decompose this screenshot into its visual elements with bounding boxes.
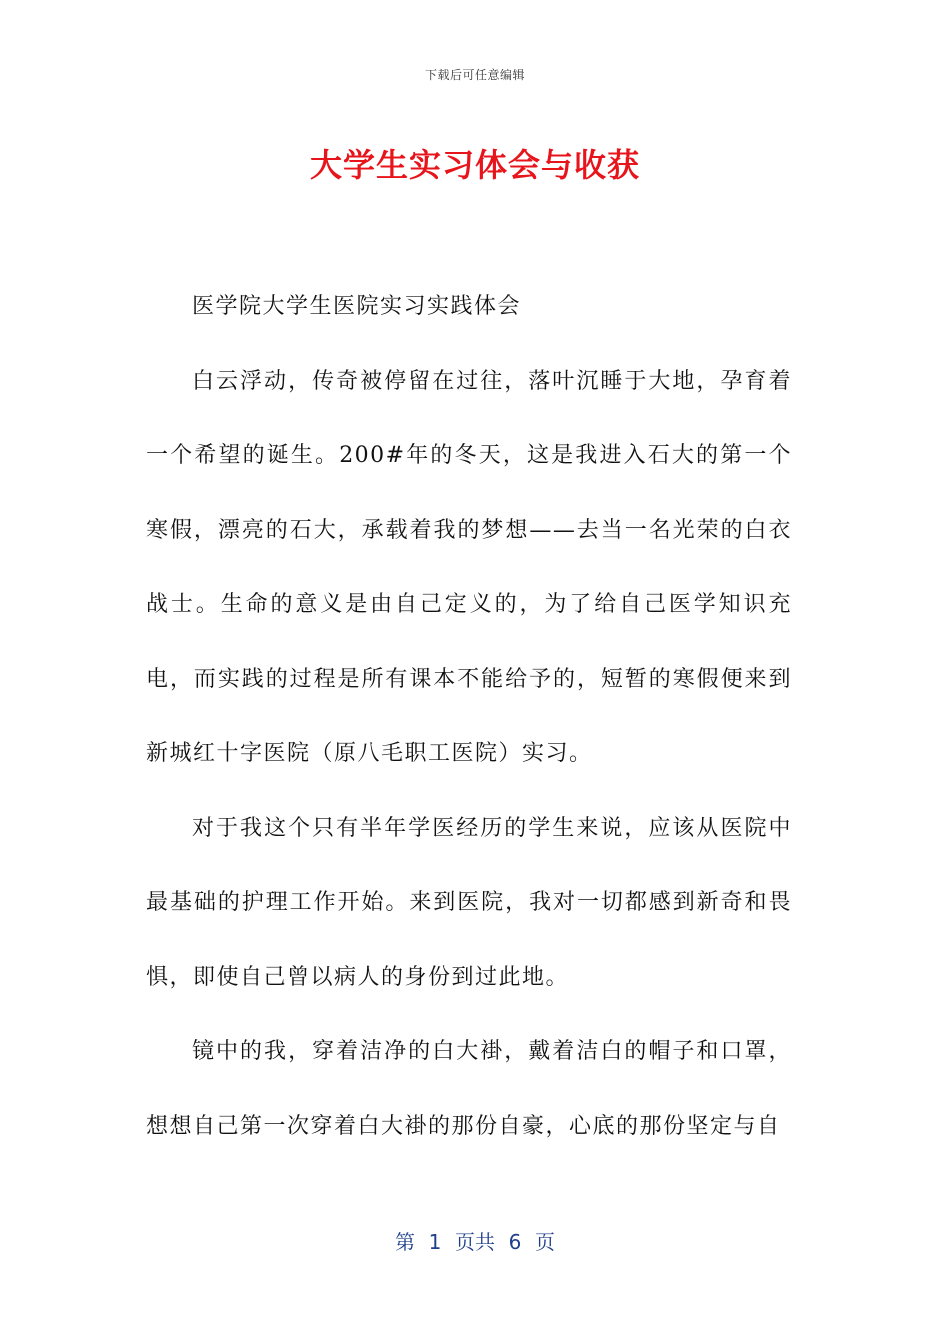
document-body	[146, 270, 792, 1164]
page-label-suffix: 页	[535, 1230, 555, 1254]
paragraph: 白云浮动，传奇被停留在过往，落叶沉睡于大地，孕育着一个希望的诞生。200#年的冬天，这是我进入石大的第一个寒假，漂亮的石大，承载着我的梦想——去当一名光荣的白衣战士。生命的意义是由自己定义的，为了给自己医学知识充电，而实践的过程是所有课本不能给予的，短暂的寒假便来到新城红十字医院（原八毛职工医院）实习。	[146, 368, 792, 766]
paragraph: 对于我这个只有半年学医经历的学生来说，应该从医院中最基础的护理工作开始。来到医院，我对一切都感到新奇和畏惧，即使自己曾以病人的身份到过此地。	[146, 815, 792, 990]
page-footer	[0, 1226, 950, 1255]
paragraph: 镜中的我，穿着洁净的白大褂，戴着洁白的帽子和口罩，想想自己第一次穿着白大褂的那份自豪，心底的那份坚定与自	[146, 1039, 792, 1139]
document-title: 大学生实习体会与收获	[309, 146, 640, 184]
paragraph-subtitle: 医学院大学生医院实习实践体会	[192, 294, 522, 319]
page-label-prefix: 第	[395, 1230, 415, 1254]
current-page-number: 1	[428, 1230, 442, 1254]
total-pages-number: 6	[508, 1230, 522, 1254]
header-note: 下载后可任意编辑	[424, 68, 525, 82]
page-label-mid: 页共	[455, 1230, 495, 1254]
